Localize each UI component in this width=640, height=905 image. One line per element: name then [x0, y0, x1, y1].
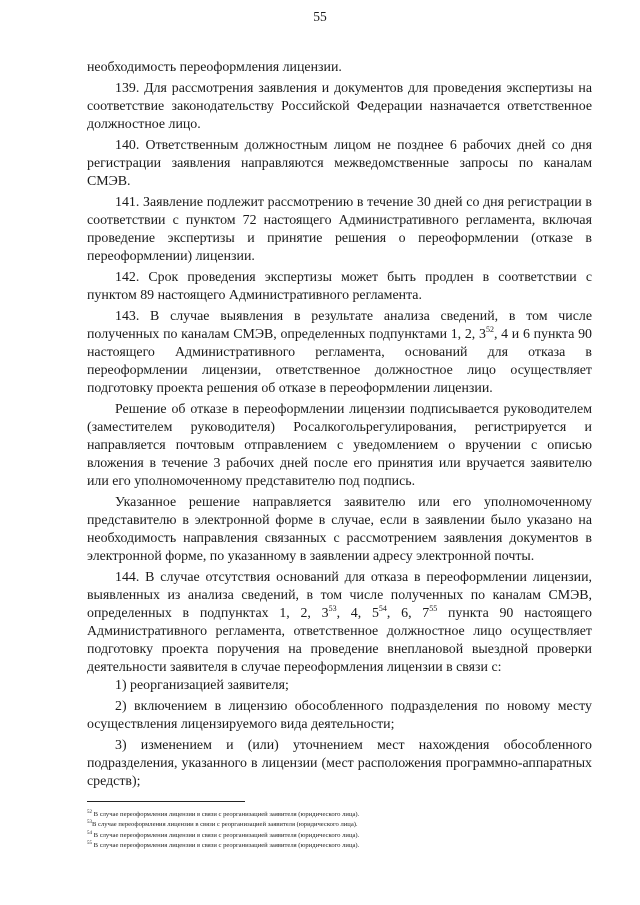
paragraph-144-part-c: , 6, 7 [386, 606, 430, 621]
paragraph-143-part-b: , 4 и 6 пункта 90 настоящего Административного регламента, оснований для отказа в переоформлении лицензии, ответственное должностное лицо осуществляет подготовку проекта решения об отказе в переоформлении лицензии. [87, 327, 592, 396]
paragraph-143 [87, 308, 592, 398]
document-body [87, 59, 592, 791]
footnote-text: В случае переоформления лицензии в связи с реорганизацией заявителя (юридического лица). [93, 831, 360, 839]
footnote-text: В случае переоформления лицензии в связи с реорганизацией заявителя (юридического лица). [92, 821, 358, 829]
footnote-53 [87, 820, 592, 830]
footnote-text: В случае переоформления лицензии в связи с реорганизацией заявителя (юридического лица). [93, 811, 360, 818]
footnote-52 [87, 810, 592, 820]
footnote-ref-55: 55 [429, 604, 438, 613]
page-number: 55 [313, 9, 327, 24]
footnote-divider [87, 801, 245, 802]
list-item-1: 1) реорганизацией заявителя; [115, 678, 289, 693]
footnote-54 [87, 831, 592, 841]
paragraph-142: 142. Срок проведения экспертизы может быть продлен в соответствии с пунктом 89 настоящего Административного регламента. [87, 270, 592, 303]
footnote-mark: 55 [87, 840, 92, 846]
footnote-mark: 53 [87, 820, 92, 826]
paragraph-144 [87, 569, 592, 677]
list-item-3: 3) изменением и (или) уточнением мест нахождения обособленного подразделения, указанного в лицензии (мест расположения программно-аппаратных средств); [87, 738, 592, 789]
paragraph-refusal-decision: Решение об отказе в переоформлении лицензии подписывается руководителем (заместителем руководителя) Росалкогольрегулирования, регистрируется и направляется почтовым отправлением с уведомлением о вручении с описью вложения в течение 3 рабочих дней после его принятия или вручается заявителю или его уполномоченному представителю под подпись. [87, 402, 592, 489]
paragraph-141: 141. Заявление подлежит рассмотрению в течение 30 дней со дня регистрации в соответствии с пунктом 72 настоящего Административного регламента, включая проведение экспертизы и принятие решения о переоформлении (отказе в переоформлении) лицензии. [87, 195, 592, 264]
list-item-2: 2) включением в лицензию обособленного подразделения по новому месту осуществления лицензируемого вида деятельности; [87, 699, 592, 732]
footnote-mark: 54 [87, 830, 92, 836]
paragraph-144-part-a: 144. В случае отсутствия оснований для отказа в переоформлении лицензии, выявленных из анализа сведений, в том числе полученных по каналам СМЭВ, определенных в подпунктах 1, 2, 3 [87, 570, 592, 621]
paragraph-143-part-a: 143. В случае выявления в результате анализа сведений, в том числе полученных по каналам СМЭВ, определенных подпунктами 1, 2, 3 [87, 309, 592, 342]
footnote-55 [87, 841, 592, 851]
footnote-ref-53: 53 [328, 604, 337, 613]
paragraph-139: 139. Для рассмотрения заявления и документов для проведения экспертизы на соответствие законодательству Российской Федерации назначается ответственное должностное лицо. [87, 81, 592, 132]
paragraph-140: 140. Ответственным должностным лицом не позднее 6 рабочих дней со дня регистрации заявления направляются межведомственные запросы по каналам СМЭВ. [87, 138, 592, 189]
footnote-ref-54: 54 [378, 604, 387, 613]
footnote-text: В случае переоформления лицензии в связи с реорганизацией заявителя (юридического лица). [93, 841, 360, 849]
paragraph-continuation: необходимость переоформления лицензии. [87, 60, 342, 75]
paragraph-144-part-d: пункта 90 настоящего Административного регламента, ответственное должностное лицо осуществляет подготовку проекта поручения на проведение внеплановой выездной проверки деятельности заявителя в случае переоформления лицензии в связи с: [87, 606, 592, 675]
paragraph-electronic-delivery: Указанное решение направляется заявителю или его уполномоченному представителю в электронной форме в случае, если в заявлении было указано на необходимость направления связанных с рассмотрением заявления документов в электронной форме, по указанному в заявлении адресу электронной почты. [87, 495, 592, 564]
footnote-ref-52: 52 [485, 325, 494, 334]
footnotes [87, 810, 592, 851]
footnote-mark: 52 [87, 810, 92, 815]
paragraph-144-part-b: , 4, 5 [336, 606, 379, 621]
